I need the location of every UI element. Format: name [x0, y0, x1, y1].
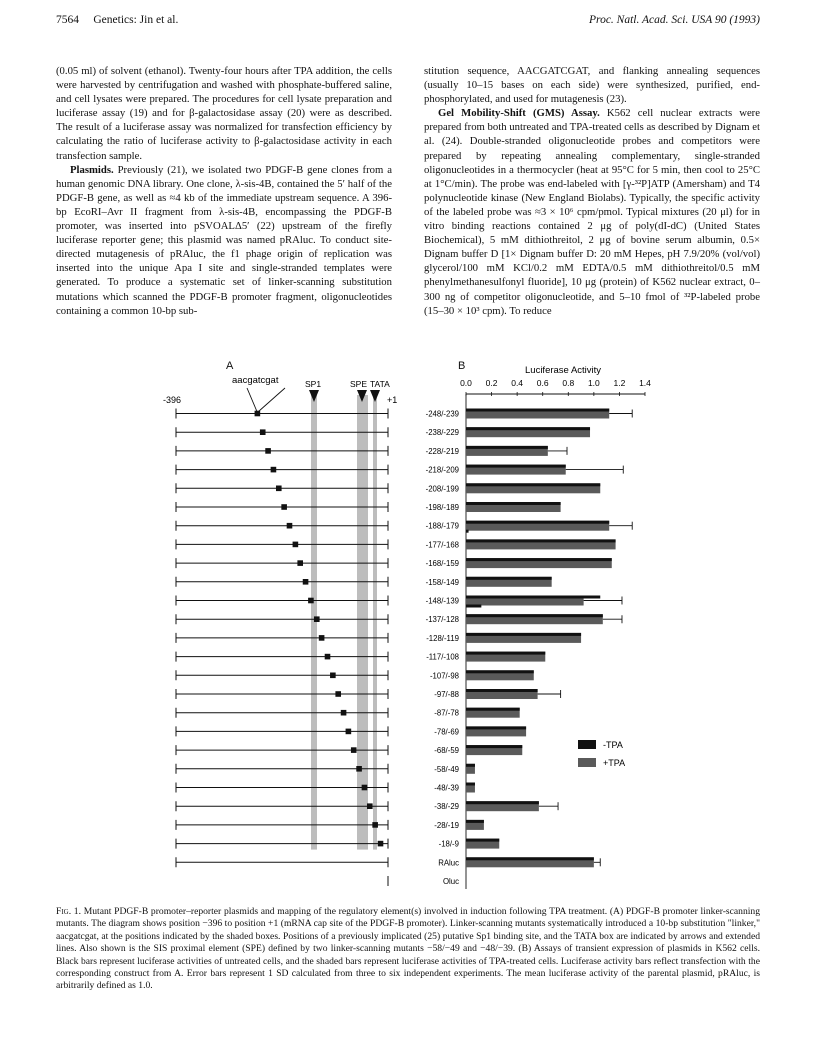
- category-label: -78/-69: [434, 727, 459, 737]
- category-label: -128/-119: [426, 633, 459, 643]
- linker-mutation-box: [303, 579, 309, 585]
- bar-minus-tpa: [466, 409, 609, 412]
- x-tick-label: 0.4: [511, 378, 524, 388]
- tata-label: TATA: [370, 379, 390, 389]
- linker-mutation-box: [335, 691, 341, 697]
- category-label: -158/-149: [425, 577, 459, 587]
- bar-minus-tpa: [466, 670, 534, 673]
- category-label: -48/-39: [434, 783, 459, 793]
- linker-mutation-box: [260, 429, 266, 435]
- x-axis-title: Luciferase Activity: [525, 365, 602, 376]
- x-tick-label: 0.2: [485, 378, 498, 388]
- sp1-label: SP1: [305, 379, 322, 389]
- category-label: -177/-168: [425, 540, 459, 550]
- linker-mutation-box: [255, 411, 261, 417]
- category-label: -198/-189: [425, 503, 459, 512]
- x-tick-label: 0.6: [536, 378, 549, 388]
- linker-mutation-box: [362, 785, 368, 791]
- bar-minus-tpa-small: [466, 605, 481, 608]
- paragraph-text: stitution sequence, AACGATCGAT, and flanking annealing sequences (usually 10–15 bases on each side) were synthesized, purified, end-phosphorylated, and used for mutagenesis (23).: [424, 65, 760, 106]
- linker-mutation-box: [276, 486, 282, 492]
- x-tick-label: 1.4: [639, 378, 651, 388]
- linker-mutation-box: [297, 560, 303, 566]
- spe-label: SPE: [350, 379, 368, 389]
- bar-minus-tpa: [466, 614, 603, 617]
- category-label: -228/-219: [425, 446, 459, 456]
- section-heading: Plasmids.: [70, 163, 114, 176]
- category-label: -188/-179: [425, 521, 459, 531]
- linker-mutation-box: [293, 542, 299, 548]
- category-label: -168/-159: [425, 559, 459, 569]
- category-label: -107/-98: [429, 671, 459, 681]
- bar-minus-tpa-small: [466, 530, 469, 533]
- bar-minus-tpa: [466, 801, 539, 804]
- linker-mutation-box: [341, 710, 347, 716]
- paragraph-text: K562 cell nuclear extracts were prepared from both untreated and TPA-treated cells as described by Dignam et al. (24). Double-stranded oligonucleotide probes and competitors were prepared by repeating annealing complementary, single-stranded oligonucleotides in a thermocycler (heat at 95°C for 5 min, then cool to 25°C at 1°C/min). The probe was end-labeled with [γ-³²P]ATP (Amersham) and T4 polynucleotide kinase (New England Biolabs). Typically, the specific activity of the labeled probe was ≈3 × 10⁶ cpm/pmol. Typical mixtures (20 μl) for in vitro binding reactions contained 2 μg of poly(dI-dC) (United States Biochemical), 5 mM dithiothreitol, 2 μg of bovine serum albumin, 0.5× Dignam buffer D [1× Dignam buffer D: 20 mM Hepes, pH 7.9/20% (vol/vol) glycerol/100 mM KCl/0.2 mM EDTA/0.5 mM dithiothreitol/0.5 mM phenylmethanesulfonyl fluoride], 10 μg (protein) of K562 nuclear extract, 0–300 ng of competitor oligonucleotide, and 5–10 fmol of ³²P-labeled probe (15–30 × 10³ cpm). To reduce: [424, 107, 760, 317]
- x-tick-label: 1.0: [587, 378, 600, 388]
- page-number: 7564: [56, 14, 79, 26]
- bar-minus-tpa: [466, 764, 475, 767]
- linker-mutation-box: [346, 729, 352, 735]
- linker-mutation-box: [287, 523, 293, 529]
- figure-caption: [56, 906, 760, 993]
- sp1-arrow-icon: [309, 390, 319, 402]
- sp1-shaded-line: [311, 395, 317, 850]
- map-start-label: -396: [163, 395, 182, 405]
- bar-minus-tpa: [466, 483, 600, 486]
- x-tick-label: 1.2: [613, 378, 626, 388]
- bar-minus-tpa: [466, 577, 552, 580]
- linker-mutation-box: [271, 467, 277, 473]
- panel-a-label: A: [226, 360, 234, 372]
- category-label: -208/-199: [425, 484, 459, 494]
- linker-mutation-box: [367, 803, 373, 809]
- bar-minus-tpa: [466, 783, 475, 786]
- panel-b-label: B: [458, 360, 466, 372]
- spe-shaded-region: [357, 395, 368, 850]
- legend-swatch: [578, 758, 596, 767]
- caption-label: Fig. 1.: [56, 906, 82, 917]
- bar-minus-tpa: [466, 633, 581, 636]
- bar-minus-tpa: [466, 465, 566, 468]
- bar-minus-tpa: [466, 820, 484, 823]
- paragraph-text: (0.05 ml) of solvent (ethanol). Twenty-four hours after TPA addition, the cells were harvested by centrifugation and washed with phosphate-buffered saline, and cell lysates were prepared. The procedures for cell lysate preparation and luciferase assay (19) and for β-galactosidase assay (20) were as described. The result of a luciferase assay was normalized for transfection efficiency by calculating the ratio of luciferase activity to β-galactosidase activity in each transfection sample.: [56, 65, 392, 162]
- map-end-label: +1: [387, 395, 398, 405]
- bar-minus-tpa: [466, 427, 590, 430]
- category-label: Oluc: [442, 877, 459, 886]
- bar-minus-tpa: [466, 839, 499, 842]
- linker-mutation-box: [351, 747, 357, 753]
- category-label: -248/-239: [425, 409, 459, 419]
- category-label: -137/-128: [425, 615, 459, 625]
- legend-label: +TPA: [603, 758, 626, 768]
- category-label: RAluc: [438, 858, 459, 868]
- linker-label: aacgatcgat: [232, 375, 279, 386]
- journal-citation: Proc. Natl. Acad. Sci. USA 90 (1993): [589, 14, 760, 26]
- bar-minus-tpa: [466, 652, 545, 655]
- linker-mutation-box: [265, 448, 271, 454]
- category-label: -218/-209: [425, 465, 459, 475]
- category-label: -18/-9: [438, 839, 459, 849]
- linker-mutation-box: [281, 504, 287, 510]
- category-label: -87/-78: [434, 708, 459, 718]
- bar-minus-tpa: [466, 689, 538, 692]
- bar-minus-tpa: [466, 502, 561, 505]
- linker-mutation-box: [378, 841, 384, 847]
- bar-minus-tpa: [466, 745, 522, 748]
- bar-minus-tpa: [466, 708, 520, 711]
- legend-swatch: [578, 740, 596, 749]
- tata-shaded-line: [373, 395, 377, 850]
- linker-mutation-box: [319, 635, 325, 641]
- category-label: -68/-59: [434, 746, 459, 756]
- linker-mutation-box: [356, 766, 362, 772]
- category-label: -58/-49: [434, 764, 459, 774]
- caption-text: Mutant PDGF-B promoter–reporter plasmids and mapping of the regulatory element(s) involved in induction following TPA treatment. (A) PDGF-B promoter linker-scanning mutants. The diagram shows position −396 to position +1 (mRNA cap site of the PDGF-B promoter). Linker-scanning mutants systematically introduced a 10-bp substitution "linker," aacgatcgat, at the positions indicated by the shaded boxes. Positions of a previously implicated (25) putative Sp1 binding site, and the TATA box are indicated by arrows and extended lines. Also shown is the SIS proximal element (SPE) defined by two linker-scanning mutants −58/−49 and −48/−39. (B) Assays of transient expression of plasmids in K562 cells. Black bars represent luciferase activities of untreated cells, and the shaded bars represent luciferase activities of TPA-treated cells. Luciferase activity bars reflect transfection with the corresponding construct from A. Error bars represent 1 SD calculated from three to six independent experiments. The mean luciferase activity of the parental plasmid, pRAluc, is arbitrarily defined as 1.0.: [56, 906, 760, 992]
- tata-arrow-icon: [370, 390, 380, 402]
- bar-minus-tpa: [466, 596, 600, 599]
- category-label: -28/-19: [434, 820, 459, 830]
- x-tick-label: 0.0: [460, 378, 472, 388]
- bar-minus-tpa: [466, 539, 616, 542]
- linker-mutation-box: [330, 673, 336, 679]
- category-label: -117/-108: [426, 652, 459, 662]
- category-label: -238/-229: [425, 428, 459, 438]
- bar-minus-tpa: [466, 857, 594, 860]
- bar-minus-tpa: [466, 726, 526, 729]
- linker-mutation-box: [308, 598, 314, 604]
- category-label: -97/-88: [434, 690, 459, 699]
- bar-minus-tpa: [466, 558, 612, 561]
- linker-mutation-box: [314, 616, 320, 622]
- linker-mutation-box: [325, 654, 331, 660]
- running-title: Genetics: Jin et al.: [93, 14, 179, 26]
- category-label: -148/-139: [425, 596, 459, 606]
- linker-callout-line: [247, 388, 257, 413]
- paragraph-text: Previously (21), we isolated two PDGF-B gene clones from a human genomic DNA library. One clone, λ-sis-4B, contained the 5′ half of the PDGF-B gene, as well as ≈4 kb of the immediate upstream sequence. A 396-bp EcoRI–Avr II fragment from λ-sis-4B, encompassing the PDGF-B promoter, was inserted into pSVOALΔ5′ (22) upstream of the firefly luciferase reporter gene; this plasmid was named pRAluc. To conduct site-directed mutagenesis of pRAluc, the f1 phage origin of replication was inserted into the unique Apa I site and single-stranded templates were generated. To produce a systematic set of linker-scanning substitution mutations which scanned the PDGF-B promoter fragment, oligonucleotides containing a common 10-bp sub-: [56, 163, 392, 317]
- legend-label: -TPA: [603, 740, 623, 750]
- bar-minus-tpa: [466, 446, 548, 449]
- linker-mutation-box: [372, 822, 378, 828]
- category-label: -38/-29: [434, 802, 459, 812]
- linker-callout-line: [257, 388, 285, 413]
- section-heading: Gel Mobility-Shift (GMS) Assay.: [438, 107, 600, 120]
- bar-minus-tpa: [466, 521, 609, 524]
- x-tick-label: 0.8: [562, 378, 575, 388]
